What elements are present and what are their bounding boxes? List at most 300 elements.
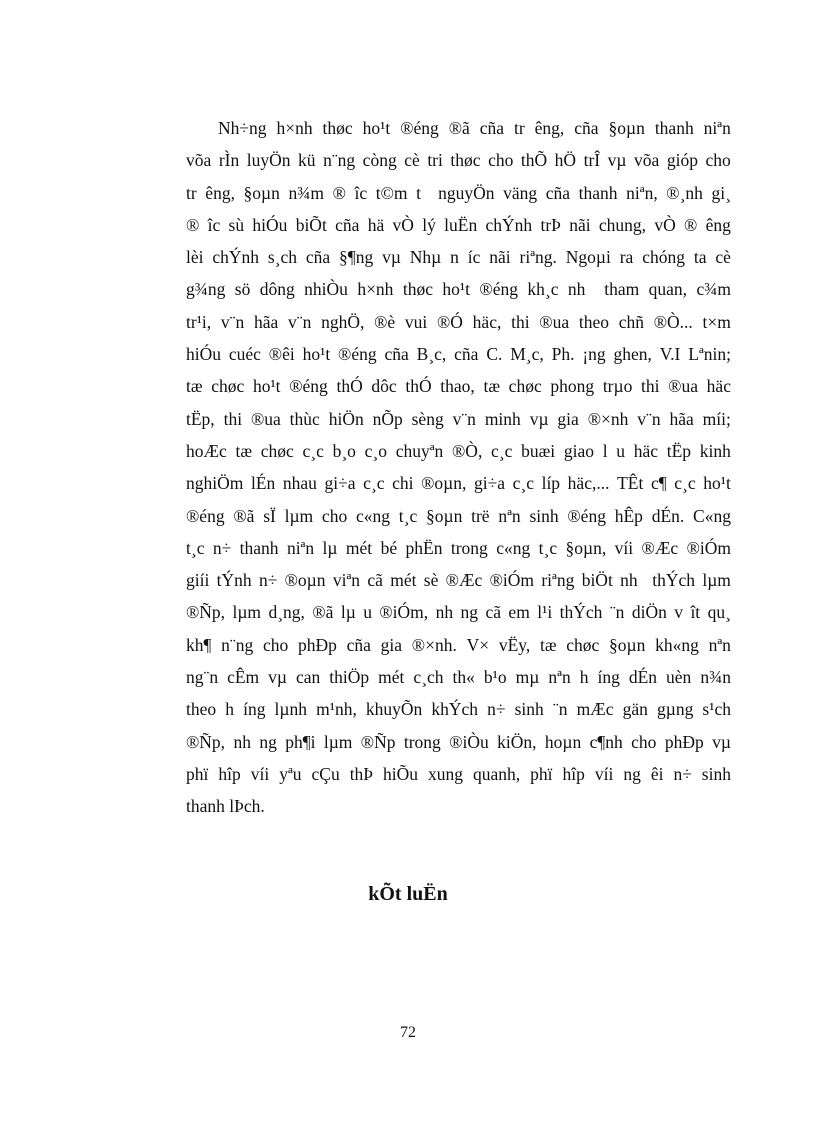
word: buæi <box>521 440 556 461</box>
word: gi¸ <box>711 182 731 203</box>
word: lµnh <box>274 699 307 720</box>
word: biÖt <box>581 570 613 591</box>
word: quanh, <box>473 763 521 784</box>
word: ra <box>619 247 634 268</box>
word: hãa <box>253 311 279 332</box>
word: häc,... <box>567 473 610 494</box>
word: hiÕu <box>383 763 419 784</box>
word: cña <box>346 634 371 655</box>
word: ho¹t <box>703 473 731 494</box>
word: êng <box>705 214 731 235</box>
paragraph-line <box>186 144 731 176</box>
word: luËn <box>444 214 478 235</box>
word: ®×nh. <box>411 634 457 655</box>
word: hîp <box>218 763 241 784</box>
body-paragraph <box>186 112 731 823</box>
word: niªn <box>703 118 731 138</box>
word: ®éng <box>400 118 439 138</box>
word: n÷ <box>487 699 506 720</box>
paragraph-line <box>186 661 731 693</box>
word: häc, <box>472 311 502 332</box>
word: luyÖn <box>246 150 291 171</box>
word: ®ã <box>233 505 255 526</box>
section-heading: kÕt luËn <box>368 883 448 905</box>
word: quan, <box>648 279 688 300</box>
word: väng <box>503 182 538 203</box>
word: c¸o <box>364 440 387 461</box>
word: phong <box>550 376 595 397</box>
word: ®éng <box>479 279 518 300</box>
word: giíi <box>186 570 210 591</box>
word: cho <box>262 634 289 655</box>
word: líp <box>541 473 561 494</box>
word: vËy, <box>498 634 531 655</box>
word: dông <box>259 279 295 300</box>
word: lµ <box>340 602 356 623</box>
word: sè <box>423 570 439 591</box>
word: v¨n <box>637 408 661 429</box>
word: cña <box>574 118 599 138</box>
word: nh <box>620 570 638 591</box>
word: ng <box>623 763 641 784</box>
word: nghiÖm <box>186 473 244 494</box>
word: gµng <box>656 699 694 720</box>
word: rÌn <box>218 150 240 171</box>
word: kiÖn, <box>497 731 537 752</box>
word: t¸c <box>538 537 558 558</box>
paragraph-line <box>186 241 731 273</box>
paragraph-line <box>186 726 731 758</box>
word: §oµn <box>243 182 280 203</box>
paragraph-line <box>186 500 731 532</box>
word: cho <box>488 150 514 171</box>
word: êi <box>650 763 664 784</box>
paragraph-line <box>186 338 731 370</box>
word: §oµn <box>426 505 463 526</box>
word: niªn, <box>626 182 658 203</box>
word: h×nh <box>276 118 313 138</box>
word: cè <box>404 150 420 171</box>
word: hÊp <box>614 505 643 526</box>
word: íng <box>597 667 620 688</box>
word: chøc <box>260 440 294 461</box>
word: lÉn <box>250 473 276 494</box>
word: gia <box>557 408 579 429</box>
word: h <box>579 667 589 688</box>
word: thi <box>223 408 243 429</box>
word: ¨n <box>609 602 625 623</box>
word: ®è <box>374 311 396 332</box>
word: tæ <box>186 376 203 397</box>
word: n¨ng <box>221 634 254 655</box>
word: lý <box>422 214 436 235</box>
word: cè <box>715 247 731 268</box>
word: lµm <box>232 602 262 623</box>
word: trµo <box>602 376 633 397</box>
word: tham <box>604 279 640 300</box>
word: sinh <box>529 505 559 526</box>
word: c¸c <box>302 440 324 461</box>
word: t¸c <box>398 505 418 526</box>
word: thÓ <box>336 376 363 397</box>
word: Ngoµi <box>565 247 611 268</box>
word: c«ng <box>496 537 531 558</box>
word: TÊt <box>617 473 644 494</box>
word: nªn <box>708 634 731 655</box>
word: thøc <box>402 279 433 300</box>
word: ho¹t <box>252 376 281 397</box>
word: ®Ò... <box>653 311 693 332</box>
word: ®Æc <box>445 570 483 591</box>
word: ®ua <box>539 311 570 332</box>
word: thi <box>641 376 660 397</box>
word: thøc <box>322 118 353 138</box>
word: s¸ch <box>267 247 298 268</box>
word: vµ <box>529 408 549 429</box>
word: ghen, <box>613 344 652 365</box>
word: n¾m <box>288 182 324 203</box>
word: ¨n <box>552 699 568 720</box>
word: chung, <box>598 214 647 235</box>
word: d¸ng, <box>268 602 305 623</box>
word: bé <box>380 537 398 558</box>
word: thi <box>511 311 530 332</box>
word: nªn <box>498 505 521 526</box>
word: theo <box>578 311 609 332</box>
word: ta <box>693 247 707 268</box>
word: ®iÓm <box>489 570 535 591</box>
word: êng, <box>534 118 565 138</box>
word: M¸c, <box>510 344 544 365</box>
word: ® <box>332 182 346 203</box>
word: nhiÒu <box>304 279 348 300</box>
word: thøc <box>450 150 481 171</box>
word: nh <box>567 279 586 300</box>
paragraph-line <box>186 596 731 628</box>
word: n÷ <box>212 537 232 558</box>
word: thao, <box>440 376 475 397</box>
word: thÝch <box>652 570 696 591</box>
word: trÎ <box>583 150 601 171</box>
word: dÉn. <box>651 505 685 526</box>
word: riªng. <box>519 247 557 268</box>
word: mét <box>345 537 373 558</box>
word: sèng <box>411 408 444 429</box>
word: ng <box>460 602 479 623</box>
word: g¾ng <box>186 279 226 300</box>
word: u <box>363 602 372 623</box>
word: ® <box>186 214 200 235</box>
word: ho¹t <box>442 279 470 300</box>
word: t×m <box>702 311 731 332</box>
word: sÏ <box>263 505 276 526</box>
word: c¸c <box>491 440 513 461</box>
word: xung <box>428 763 464 784</box>
word: gän <box>622 699 648 720</box>
word: ®éng <box>186 505 225 526</box>
word: n¨ng <box>323 150 356 171</box>
paragraph-line <box>186 403 731 435</box>
paragraph-line <box>186 532 731 564</box>
word: chóng <box>642 247 685 268</box>
word: h <box>225 699 234 720</box>
word: c¶ <box>650 473 667 494</box>
word: trong <box>450 537 488 558</box>
word: ho¹t <box>362 118 391 138</box>
word: sinh <box>701 763 731 784</box>
word: khÝch <box>431 699 479 720</box>
word: ®Ñp, <box>186 602 226 623</box>
word: c¸c <box>363 473 385 494</box>
word: cuéc <box>228 344 261 365</box>
word: cho <box>631 731 657 752</box>
word: tËp, <box>186 408 215 429</box>
word: nÕp <box>372 408 403 429</box>
word: t¸c <box>186 537 205 558</box>
word: §¶ng <box>339 247 374 268</box>
word: gia <box>380 634 403 655</box>
paragraph-line <box>186 629 731 661</box>
word: V.I <box>659 344 681 365</box>
word: phï <box>530 763 553 784</box>
word: gi÷a <box>324 473 356 494</box>
word: hÖ <box>554 150 577 171</box>
word: §oµn, <box>565 537 607 558</box>
word: qu¸ <box>707 602 731 623</box>
word: ¡ng <box>582 344 606 365</box>
word: sù <box>228 214 245 235</box>
word: trë <box>471 505 490 526</box>
word: vµ <box>607 150 627 171</box>
word: hoÆc <box>186 440 227 461</box>
word: §oµn <box>608 118 645 138</box>
word: ®Ò, <box>452 440 483 461</box>
paragraph-line <box>186 112 731 144</box>
word: íng <box>243 699 266 720</box>
word: thanh <box>578 182 618 203</box>
word: viªn <box>332 570 361 591</box>
paragraph-line <box>186 693 731 725</box>
word: c¸c <box>674 473 696 494</box>
word: s¹ch <box>702 699 731 720</box>
word: t <box>416 182 421 203</box>
word: kh¸c <box>527 279 559 300</box>
word: cho <box>321 505 348 526</box>
word: ®oµn <box>284 570 326 591</box>
word: ®ua <box>668 376 698 397</box>
word: cña <box>384 344 409 365</box>
word: b¸o <box>332 440 356 461</box>
word: niªn <box>286 537 315 558</box>
word: h×nh <box>357 279 394 300</box>
word: thÓ <box>405 376 432 397</box>
word: thanh <box>654 118 694 138</box>
word: phËn <box>405 537 443 558</box>
paragraph-line <box>186 273 731 305</box>
word: em <box>508 602 530 623</box>
word: vÒ <box>392 214 414 235</box>
word: l¹i <box>537 602 553 623</box>
word: hiÖn <box>328 408 364 429</box>
word: tri <box>427 150 443 171</box>
word: mµ <box>515 667 540 688</box>
word: n÷ <box>673 763 692 784</box>
paragraph-line <box>186 306 731 338</box>
word: êng, <box>205 182 235 203</box>
word: võa <box>186 150 212 171</box>
word: cã <box>485 602 501 623</box>
word: Nhµ <box>409 247 442 268</box>
word: tr <box>514 118 525 138</box>
word: míi; <box>702 408 731 429</box>
word: cña <box>454 344 479 365</box>
word: lµm <box>323 731 353 752</box>
word: ng¨n <box>186 667 219 688</box>
word: cña <box>335 214 360 235</box>
word: ®ã <box>312 602 334 623</box>
word: chuyªn <box>395 440 444 461</box>
word: tæ <box>483 376 500 397</box>
word: còng <box>362 150 397 171</box>
word: cã <box>367 570 383 591</box>
paragraph-line <box>186 177 731 209</box>
word: hiÓu <box>252 214 288 235</box>
word: can <box>296 667 321 688</box>
word: C. <box>486 344 503 365</box>
word: vµ <box>712 731 731 752</box>
word: vµ <box>268 667 287 688</box>
word: nãi <box>569 214 591 235</box>
word: cña <box>479 118 505 138</box>
word: v¨n <box>452 408 476 429</box>
word: b¹o <box>483 667 507 688</box>
word: nh <box>233 731 251 752</box>
word: îc <box>354 182 368 203</box>
word: hoµn <box>544 731 582 752</box>
word: ng <box>259 731 277 752</box>
word: häc <box>633 440 659 461</box>
word: vµ <box>382 247 401 268</box>
word: B¸c, <box>416 344 447 365</box>
word: ®iÓm <box>686 537 731 558</box>
word: c«ng <box>355 505 390 526</box>
word: vui <box>404 311 428 332</box>
word: ®Ó <box>437 311 463 332</box>
paragraph-line <box>186 564 731 596</box>
word: kh¶ <box>186 634 212 655</box>
paragraph-line: thanh lÞch. <box>186 796 265 817</box>
word: phï <box>186 763 209 784</box>
word: nh <box>435 602 454 623</box>
word: ®iÒu <box>449 731 489 752</box>
word: C«ng <box>693 505 731 526</box>
word: Nh÷ng <box>218 118 267 138</box>
word: biÕt <box>295 214 327 235</box>
word: hä <box>367 214 385 235</box>
word: tr¹i, <box>186 311 212 332</box>
word: thÝch <box>559 602 603 623</box>
word: thÕ <box>520 150 548 171</box>
word: m¹nh, <box>316 699 357 720</box>
word: V× <box>466 634 490 655</box>
word: Lªnin; <box>688 344 731 365</box>
paragraph-line <box>186 467 731 499</box>
word: minh <box>484 408 521 429</box>
word: §oµn <box>609 634 646 655</box>
word: chi <box>392 473 414 494</box>
word: c¸ch <box>413 667 444 688</box>
word: diÖn <box>631 602 667 623</box>
word: chøc <box>508 376 542 397</box>
word: kh«ng <box>655 634 699 655</box>
word: t©m <box>375 182 408 203</box>
word: gi÷a <box>474 473 505 494</box>
word: thiÖp <box>329 667 370 688</box>
word: v <box>674 602 684 623</box>
paragraph-line <box>186 758 731 790</box>
word: ph¶i <box>285 731 316 752</box>
word: th« <box>452 667 475 688</box>
word: võa <box>634 150 660 171</box>
word: v¨n <box>220 311 245 332</box>
word: ®Æc <box>641 537 679 558</box>
word: tæ <box>235 440 253 461</box>
word: nhau <box>282 473 317 494</box>
word: chÝnh <box>485 214 533 235</box>
word: thùc <box>289 408 320 429</box>
word: c¶nh <box>589 731 623 752</box>
word: trÞ <box>540 214 561 235</box>
word: ®êi <box>268 344 295 365</box>
word: ® <box>684 214 698 235</box>
word: ®éng <box>567 505 606 526</box>
word: hîp <box>562 763 585 784</box>
word: trong <box>403 731 441 752</box>
word: mÆc <box>576 699 614 720</box>
word: dôc <box>371 376 397 397</box>
word: kinh <box>699 440 731 461</box>
word: phÐp <box>664 731 704 752</box>
paragraph-line <box>186 209 731 241</box>
paragraph-line <box>186 370 731 402</box>
word: vÒ <box>654 214 676 235</box>
word: uèn <box>666 667 692 688</box>
word: hiÓu <box>186 344 221 365</box>
word: ®Ñp, <box>186 731 226 752</box>
word: n <box>450 247 459 268</box>
word: gióp <box>666 150 698 171</box>
word: lµm <box>702 570 731 591</box>
word: ®éng <box>289 376 328 397</box>
word: chøc <box>211 376 245 397</box>
word: tr <box>186 182 197 203</box>
word: lµm <box>284 505 314 526</box>
word: ®¸nh <box>666 182 703 203</box>
word: Ph. <box>551 344 575 365</box>
word: v¨n <box>288 311 312 332</box>
word: ®ã <box>448 118 470 138</box>
word: hãa <box>669 408 694 429</box>
word: häc <box>706 376 731 397</box>
word: ît <box>690 602 701 623</box>
word: tæ <box>539 634 557 655</box>
word: ®iÓm, <box>379 602 429 623</box>
word: ®éng <box>338 344 377 365</box>
word: îc <box>207 214 221 235</box>
word: thanh <box>239 537 279 558</box>
word: cÊm <box>227 667 260 688</box>
word: nªn <box>548 667 571 688</box>
